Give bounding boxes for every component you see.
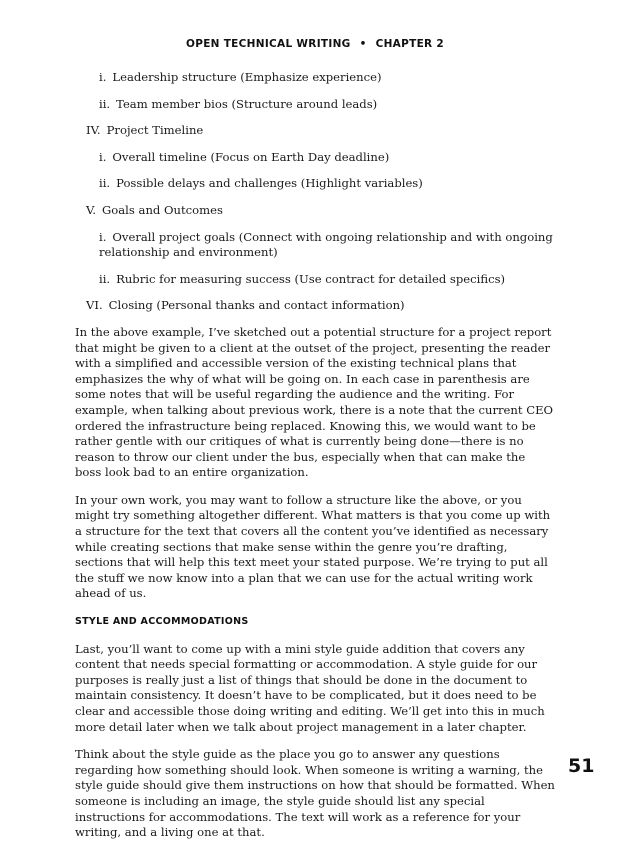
outline-marker: i. <box>99 149 107 164</box>
outline-item <box>75 272 555 288</box>
outline-list <box>75 70 555 314</box>
running-header <box>0 38 630 50</box>
outline-item <box>75 70 555 86</box>
outline-marker: ii. <box>99 176 111 191</box>
body-paragraph: Last, you’ll want to come up with a mini style guide addition that covers any content that needs special formatting or accommodation. A style guide for our purposes is really just a list of things that should be done in the document to maintain consistency. It doesn’t have to be complicated, but it does need to be clear and accessible those doing writing and editing. We’ll get into this in much more detail later when we talk about project management in a later chapter. <box>75 641 545 734</box>
body-paragraph: Think about the style guide as the place you go to answer any questions regarding how something should look. When someone is writing a warning, the style guide should give them instructions on how that should be formatted. When someone is including an image, the style guide should list any special instructions for accommodations. The text will work as a reference for your writing, and a living one at that. <box>75 747 555 840</box>
outline-text: Overall project goals (Connect with ongoing relationship and with ongoing relationship and environment) <box>99 229 553 260</box>
chapter-label: CHAPTER 2 <box>375 38 444 50</box>
page-number: 51 <box>568 755 595 777</box>
outline-marker: i. <box>99 70 107 84</box>
body-paragraph: In your own work, you may want to follow a structure like the above, or you might try something altogether different. What matters is that you come up with a structure for the text that covers all the content you’ve identified as necessary while creating sections that make sense within the genre you’re drafting, sections that will help this text meet your stated purpose. We’re trying to put all the stuff we now know into a plan that we can use for the actual writing work ahead of us. <box>75 492 551 601</box>
outline-text: Team member bios (Structure around leads) <box>116 96 378 111</box>
page-content <box>75 70 555 853</box>
outline-marker: VI. <box>86 298 103 313</box>
outline-marker: ii. <box>99 96 111 111</box>
outline-item <box>75 176 555 192</box>
section-heading: STYLE AND ACCOMMODATIONS <box>75 616 249 628</box>
outline-item <box>75 298 555 314</box>
outline-marker: ii. <box>99 271 111 286</box>
book-title: OPEN TECHNICAL WRITING <box>185 38 351 50</box>
outline-text: Rubric for measuring success (Use contract for detailed specifics) <box>116 271 506 286</box>
outline-marker: i. <box>99 229 107 244</box>
outline-marker: IV. <box>86 123 101 138</box>
outline-item <box>75 150 555 166</box>
outline-item <box>75 230 555 261</box>
outline-text: Overall timeline (Focus on Earth Day deadline) <box>112 149 390 164</box>
outline-marker: V. <box>86 202 97 217</box>
outline-item <box>75 97 555 113</box>
outline-text: Closing (Personal thanks and contact information) <box>108 298 405 313</box>
outline-item <box>75 203 555 219</box>
body-paragraph: In the above example, I’ve sketched out a potential structure for a project report that might be given to a client at the outset of the project, presenting the reader with a simplified and accessible version of the existing technical plans that emphasizes the why of what will be going on. In each case in parenthesis are some notes that will be useful regarding the audience and the writing. For example, when talking about previous work, there is a note that the current CEO ordered the infrastructure being replaced. Knowing this, we would want to be rather gentle with our critiques of what is currently being done—there is no reason to throw our client under the bus, especially when that can make the boss look bad to an entire organization. <box>75 324 554 480</box>
header-separator: • <box>359 38 367 50</box>
outline-text: Possible delays and challenges (Highlight variables) <box>116 176 423 191</box>
outline-item <box>75 123 555 139</box>
outline-text: Project Timeline <box>106 123 204 138</box>
outline-text: Goals and Outcomes <box>102 202 223 217</box>
outline-text: Leadership structure (Emphasize experience) <box>112 70 382 84</box>
